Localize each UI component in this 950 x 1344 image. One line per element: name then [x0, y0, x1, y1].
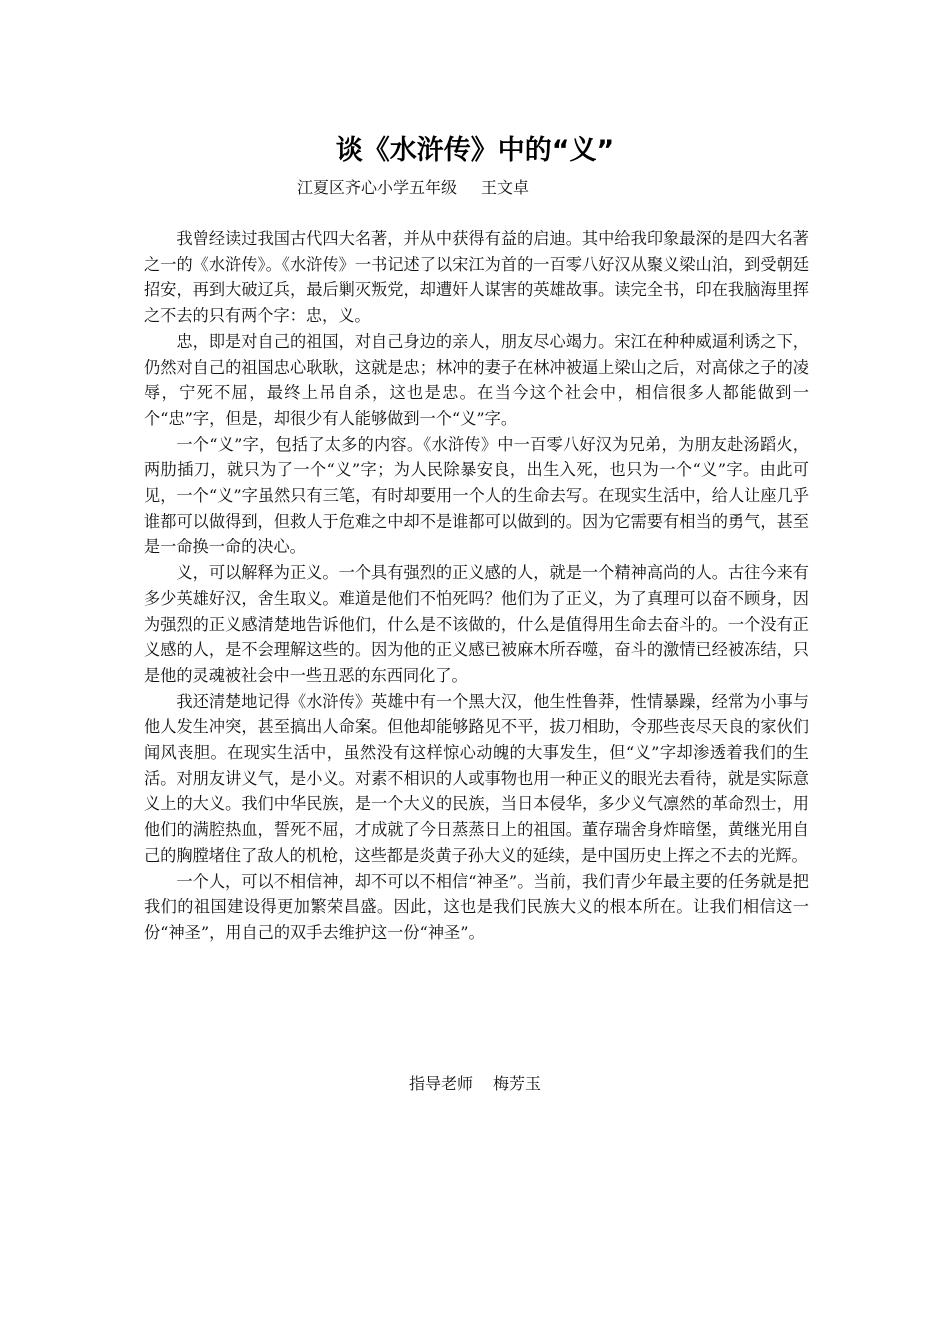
paragraph: 一个人，可以不相信神，却不可以不相信“神圣”。当前，我们青少年最主要的任务就是把我们的祖国建设得更加繁荣昌盛。因此，这也是我们民族大义的根本所在。让我们相信这一份“神圣”，用自己的双手去维护这一份“神圣”。 [144, 871, 809, 942]
author-school: 江夏区齐心小学五年级 [297, 178, 458, 197]
paragraph: 我还清楚地记得《水浒传》英雄中有一个黑大汉，他生性鲁莽，性情暴躁，经常为小事与他人发生冲突，甚至搞出人命案。但他却能够路见不平，拔刀相助，令那些丧尽天良的家伙们闻风丧胆。在现实生活中，虽然没有这样惊心动魄的大事发生，但“义”字却渗透着我们的生活。对朋友讲义气，是小义。对素不相识的人或事物也用一种正义的眼光去看待，就是实际意义上的大义。我们中华民族，是一个大义的民族，当日本侵华，多少义气凛然的革命烈士，用他们的满腔热血，誓死不屈，才成就了今日蒸蒸日上的祖国。董存瑞舍身炸暗堡，黄继光用自己的胸膛堵住了敌人的机枪，这些都是炎黄子孙大义的延续，是中国历史上挥之不去的光辉。 [144, 691, 809, 865]
teacher-name: 梅芳玉 [493, 1074, 542, 1093]
paragraph: 义，可以解释为正义。一个具有强烈的正义感的人，就是一个精神高尚的人。古往今来有多少英雄好汉，舍生取义。难道是他们不怕死吗？他们为了正义，为了真理可以奋不顾身，因为强烈的正义感清楚地告诉他们，什么是不该做的，什么是值得用生命去奋斗的。一个没有正义感的人，是不会理解这些的。因为他的正义感已被麻木所吞噬，奋斗的激情已经被冻结，只是他的灵魂被社会中一些丑恶的东西同化了。 [144, 563, 809, 685]
paragraph: 一个“义”字，包括了太多的内容。《水浒传》中一百零八好汉为兄弟，为朋友赴汤蹈火，两肋插刀，就只为了一个“义”字；为人民除暴安良，出生入死，也只为一个“义”字。由此可见，一个“义”字虽然只有三笔，有时却要用一个人的生命去写。在现实生活中，给人让座几乎谁都可以做得到，但救人于危难之中却不是谁都可以做到的。因为它需要有相当的勇气，甚至是一命换一命的决心。 [144, 434, 809, 557]
essay-body [144, 226, 809, 946]
essay-title: 谈《水浒传》中的“义” [335, 135, 615, 166]
author-name: 王文卓 [481, 178, 530, 197]
author-byline [297, 176, 529, 200]
teacher-signature [0, 1072, 950, 1096]
paragraph: 忠，即是对自己的祖国，对自己身边的亲人，朋友尽心竭力。宋江在种种威逼利诱之下，仍然对自己的祖国忠心耿耿，这就是忠；林冲的妻子在林冲被逼上梁山之后，对高俅之子的凌辱，宁死不屈，最终上吊自杀，这也是忠。在当今这个社会中，相信很多人都能做到一个“忠”字，但是，却很少有人能够做到一个“义”字。 [144, 331, 809, 428]
paragraph: 我曾经读过我国古代四大名著，并从中获得有益的启迪。其中给我印象最深的是四大名著之一的《水浒传》。《水浒传》一书记述了以宋江为首的一百零八好汉从聚义梁山泊，到受朝廷招安，再到大破辽兵，最后剿灭叛党，却遭奸人谋害的英雄故事。读完全书，印在我脑海里挥之不去的只有两个字：忠，义。 [144, 229, 809, 326]
teacher-label: 指导老师 [408, 1074, 473, 1093]
